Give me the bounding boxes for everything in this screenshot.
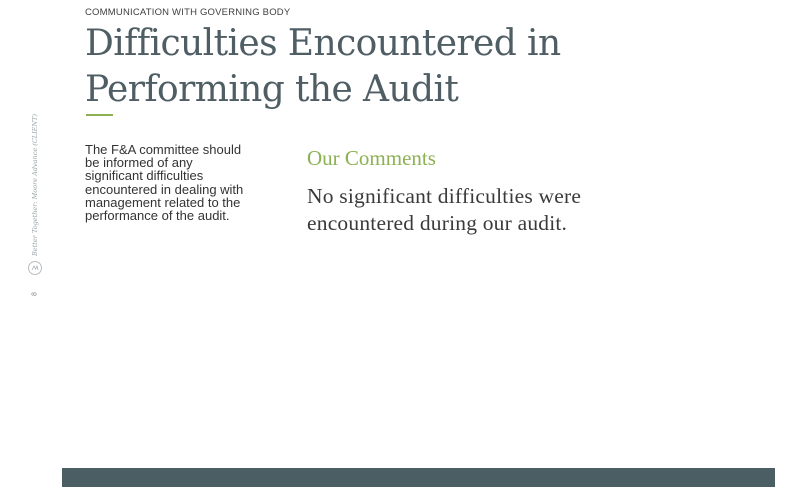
sidebar-tagline: Better Together: Moore Advance (CLIENT) bbox=[31, 114, 39, 256]
firm-logo-icon bbox=[28, 261, 42, 275]
page-title bbox=[85, 21, 645, 113]
page-number: 8 bbox=[31, 292, 39, 296]
title-line-2: Performing the Audit bbox=[85, 69, 459, 110]
title-line-1: Difficulties Encountered in bbox=[85, 23, 561, 64]
section-label: COMMUNICATION WITH GOVERNING BODY bbox=[85, 7, 291, 18]
requirement-text: The F&A committee should be informed of any significant difficulties encountered in dealing with management related to the performance of the audit. bbox=[85, 142, 244, 224]
comments-body: No significant difficulties were encountered during our audit. bbox=[307, 184, 582, 235]
footer-bar bbox=[62, 468, 775, 487]
comments-heading: Our Comments bbox=[307, 146, 436, 170]
title-accent-rule bbox=[86, 114, 113, 116]
